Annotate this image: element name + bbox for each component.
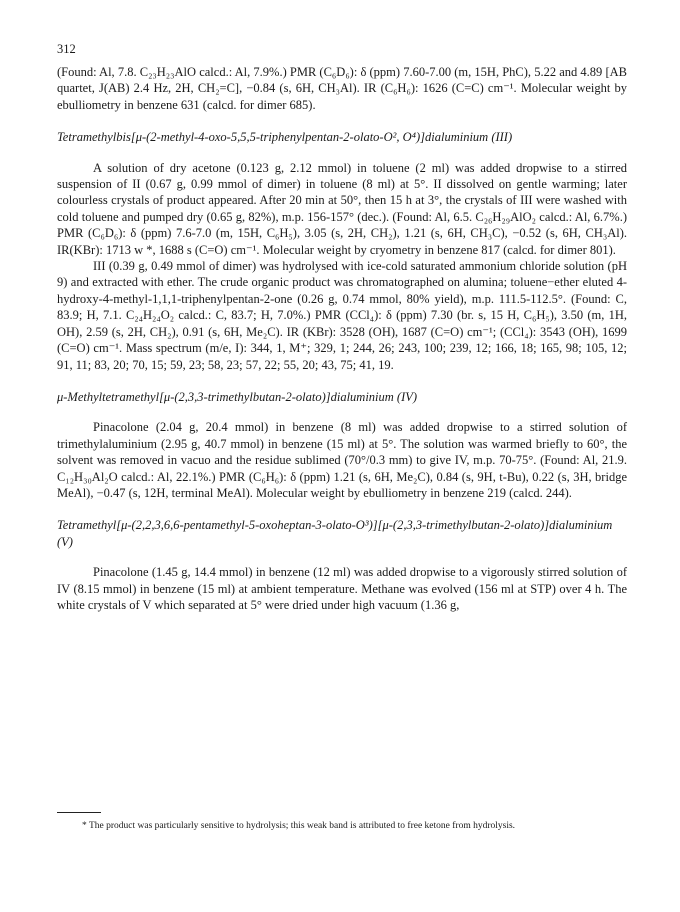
paragraph-synthesis-iii: A solution of dry acetone (0.123 g, 2.12 mmol) in toluene (2 ml) was added dropwise to a stirred suspension of II (0.67 g, 0.99 mmol of dimer) in toluene (8 ml) at 5°. II dissolved on gentle warming; later colourless crystals of product appeared. After 20 min at 50°, then 15 h at 3°, the crystals of III were washed with cold toluene and pumped dry (0.65 g, 82%), m.p. 156-157° (dec.). (Found: Al, 6.5. C₂₆H₂₉AlO₂ calcd.: Al, 6.7%.) PMR (C₆D₆): δ (ppm) 7.6-7.0 (m, 15H, C₆H₅), 3.05 (s, 2H, CH₂), 1.21 (s, 6H, CH₃C), −0.52 (s, 6H, CH₃Al). IR(KBr): 1713 w *, 1688 s (C=O) cm⁻¹. Molecular weight by cryometry in benzene 817 (calcd. for dimer 801). xyxy=(57,160,627,257)
section-heading-iv: μ-Methyltetramethyl[μ-(2,3,3-trimethylbutan-2-olato)]dialuminium (IV) xyxy=(57,389,418,404)
paragraph-hydrolysis-iii: III (0.39 g, 0.49 mmol of dimer) was hydrolysed with ice-cold saturated ammonium chloride solution (pH 9) and extracted with ether. The crude organic product was chromatographed on alumina; toluene−ether eluted 4-hydroxy-4-methyl-1,1,1-triphenylpentan-2-one (0.26 g, 0.74 mmol, 80% yield), m.p. 111.5-112.5°. (Found: C, 83.9; H, 7.1. C₂₄H₂₄O₂ calcd.: C, 83.7; H, 7.0%.) PMR (CCl₄): δ (ppm) 7.30 (br. s, 15 H, C₆H₅), 3.50 (m, 1H, OH), 2.59 (s, 2H, CH₂), 0.91 (s, 6H, Me₂C). IR (KBr): 3528 (OH), 1687 (C=O) cm⁻¹; (CCl₄): 3543 (OH), 1699 (C=O) cm⁻¹. Mass spectrum (m/e, I): 344, 1, M⁺; 329, 1; 244, 26; 243, 100; 239, 12; 166, 18; 165, 98; 105, 12; 91, 11; 83, 20; 70, 15; 59, 23; 58, 23; 57, 22; 55, 20; 43, 75; 41, 19. xyxy=(57,259,627,372)
section-heading-iii: Tetramethylbis[μ-(2-methyl-4-oxo-5,5,5-triphenylpentan-2-olato-O², O⁴)]dialuminium (III) xyxy=(57,130,513,145)
paragraph-synthesis-v: Pinacolone (1.45 g, 14.4 mmol) in benzene (12 ml) was added dropwise to a vigorously stirred solution of IV (8.15 mmol) in benzene (15 ml) at ambient temperature. Methane was evolved (156 ml at STP) over 4 h. The white crystals of V which separated at 5° were dried under high vacuum (1.36 g, xyxy=(57,565,627,612)
paragraph-synthesis-iv: Pinacolone (2.04 g, 20.4 mmol) in benzene (8 ml) was added dropwise to a stirred solution of trimethylaluminium (2.95 g, 40.7 mmol) in benzene (15 ml) at 5°. The solution was warmed briefly to 60°, the solvent was removed in vacuo and the residue sublimed (70°/0.3 mm) to give IV, m.p. 70-75°. (Found: Al, 21.9. C₁₂H₃₀Al₂O calcd.: Al, 22.1%.) PMR (C₆H₆): δ (ppm) 1.21 (s, 6H, Me₂C), 0.84 (s, 9H, t-Bu), 0.22 (s, 3H, bridge MeAl), −0.47 (s, 12H, terminal MeAl). Molecular weight by ebulliometry in benzene 219 (calcd. 244). xyxy=(57,420,627,500)
page-number: 312 xyxy=(57,42,76,56)
body-text xyxy=(57,64,627,613)
paragraph-found-analysis: (Found: Al, 7.8. C₂₃H₂₃AlO calcd.: Al, 7.9%.) PMR (C₆D₆): δ (ppm) 7.60-7.00 (m, 15H, PhC), 5.22 and 4.89 [AB quartet, J(AB) 2.4 Hz, 2H, CH₂=C], −0.84 (s, 6H, CH₃Al). IR (C₆H₆): 1626 (C=C) cm⁻¹. Molecular weight by ebulliometry in benzene 631 (calcd. for dimer 685). xyxy=(57,65,627,112)
section-heading-v: Tetramethyl[μ-(2,2,3,6,6-pentamethyl-5-oxoheptan-3-olato-O³)][μ-(2,3,3-trimethylbutan-2-olato)]dialuminium (V) xyxy=(57,518,613,549)
footnote: * The product was particularly sensitive to hydrolysis; this weak band is attributed to free ketone from hydrolysis. xyxy=(82,821,516,831)
footnote-rule xyxy=(57,812,101,813)
